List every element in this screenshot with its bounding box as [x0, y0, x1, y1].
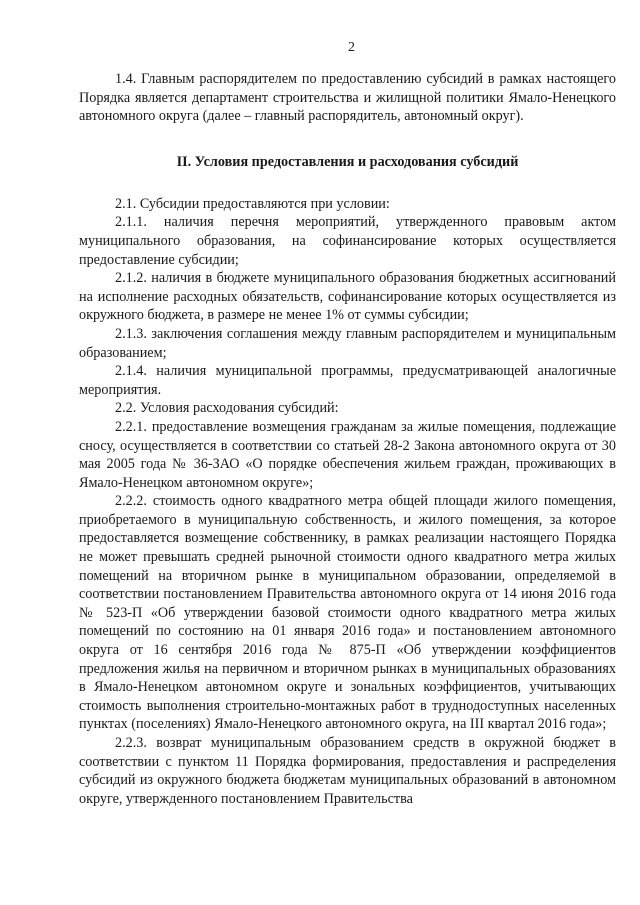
- paragraph-2-1-3: 2.1.3. заключения соглашения между главным распорядителем и муниципальным образованием;: [79, 325, 616, 361]
- paragraph-2-2-2: 2.2.2. стоимость одного квадратного метра общей площади жилого помещения, приобретаемого в муниципальную собственность, и жилого помещения, за которое предоставляется возмещение собственнику, в рамках реализации настоящего Порядка не может превышать средней рыночной стоимости одного квадратного метра жилых помещений на вторичном рынке в муниципальном образовании, определяемой в соответствии постановлением Правительства автономного округа от 14 июня 2016 года № 523-П «Об утверждении базовой стоимости одного квадратного метра жилых помещений по состоянию на 01 января 2016 года» и постановлением автономного округа от 16 сентября 2016 года № 875-П «Об утверждении коэффициентов предложения жилья на первичном и вторичном рынках в муниципальных образованиях в Ямало-Ненецком автономном округе и зональных коэффициентов, учитывающих стоимость выполнения строительно-монтажных работ в труднодоступных населенных пунктах (поселениях) Ямало-Ненецкого автономного округа, на III квартал 2016 года»;: [79, 493, 616, 733]
- paragraph-2-1-2: 2.1.2. наличия в бюджете муниципального образования бюджетных ассигнований на исполнение расходных обязательств, софинансирование которых осуществляется из окружного бюджета, в размере не менее 1% от суммы субсидии;: [79, 270, 616, 324]
- paragraph-2-1: 2.1. Субсидии предоставляются при условии:: [115, 195, 390, 212]
- section-heading: II. Условия предоставления и расходования субсидий: [176, 153, 519, 170]
- paragraph-2-2-3: 2.2.3. возврат муниципальным образованием средств в окружной бюджет в соответствии с пунктом 11 Порядка формирования, предоставления и распределения субсидий из окружного бюджета бюджетам муниципальных образований в автономном округе, утвержденного постановлением Правительства: [79, 735, 616, 807]
- paragraph-1-4: 1.4. Главным распорядителем по предоставлению субсидий в рамках настоящего Порядка является департамент строительства и жилищной политики Ямало-Ненецкого автономного округа (далее – главный распорядитель, автономный округ).: [79, 71, 616, 125]
- paragraph-2-2-1: 2.2.1. предоставление возмещения гражданам за жилые помещения, подлежащие сносу, осуществляется в соответствии со статьей 28-2 Закона автономного округа от 30 мая 2005 года № 36-ЗАО «О порядке обеспечения жильем граждан, проживающих в Ямало-Ненецком автономном округе»;: [79, 418, 616, 491]
- page-number: 2: [348, 40, 355, 55]
- paragraph-2-1-1: 2.1.1. наличия перечня мероприятий, утвержденного правовым актом муниципального образования, на софинансирование которых осуществляется предоставление субсидии;: [79, 214, 616, 268]
- paragraph-2-2: 2.2. Условия расходования субсидий:: [115, 400, 339, 417]
- paragraph-2-1-4: 2.1.4. наличия муниципальной программы, предусматривающей аналогичные мероприятия.: [79, 363, 616, 398]
